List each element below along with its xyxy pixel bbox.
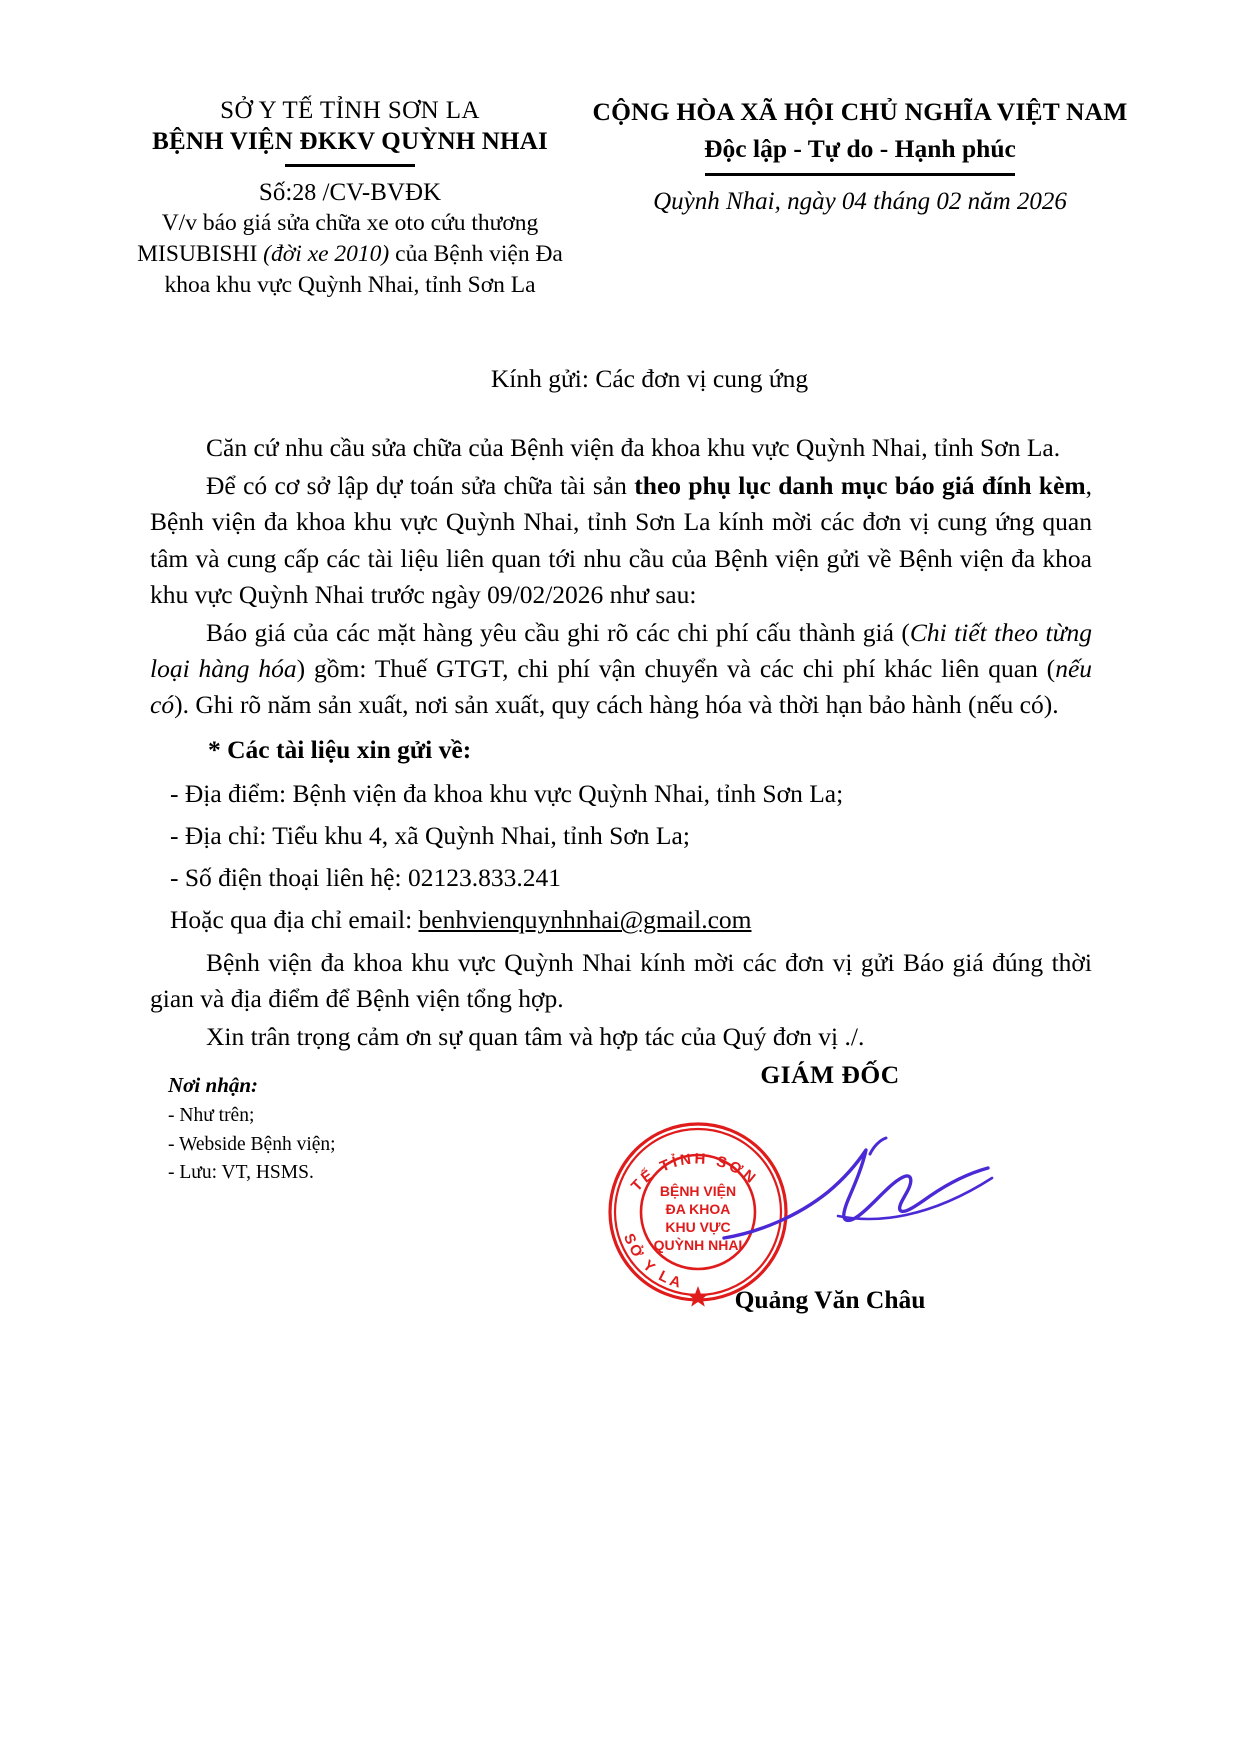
- para3-text-c: ). Ghi rõ năm sản xuất, nơi sản xuất, quy cách hàng hóa và thời hạn bảo hành (nếu có).: [174, 690, 1059, 720]
- email-label: Hoặc qua địa chỉ email:: [170, 905, 419, 935]
- document-number-suffix: /CV-BVĐK: [316, 178, 442, 206]
- recipient-line: [0, 364, 1241, 394]
- signature-block: [620, 1060, 1040, 1315]
- para2-text-b: , Bệnh viện đa khoa khu vực Quỳnh Nhai, tỉnh Sơn La kính mời các đơn vị cung ứng quan tâm và cung cấp các tài liệu liên quan tới nhu cầu của Bệnh viện gửi về Bệnh viện đa khoa khu vực Quỳnh Nhai trước ngày 09/02/2026 như sau:: [150, 471, 1092, 609]
- place-and-date: Quỳnh Nhai, ngày 04 tháng 02 năm 2026: [653, 187, 1067, 215]
- handwritten-signature: [720, 1120, 1000, 1270]
- document-number: [130, 177, 570, 208]
- recipients-list-title: Nơi nhận:: [168, 1073, 259, 1097]
- recipient-text: Kính gửi: Các đơn vị cung ứng: [490, 364, 809, 393]
- svg-text:BỆNH VIỆN: BỆNH VIỆN: [659, 1183, 737, 1199]
- national-heading-block: [580, 96, 1140, 216]
- header-divider-left: [285, 164, 415, 167]
- document-number-prefix: Số:: [258, 178, 293, 206]
- recipients-list-block: [168, 1070, 336, 1187]
- recipient-entry: - Lưu: VT, HSMS.: [168, 1161, 314, 1183]
- body-paragraph-3: [150, 615, 1092, 724]
- para3-italic-1: Chi tiết theo từng loại hàng hóa: [150, 618, 1092, 684]
- national-motto: Độc lập - Tự do - Hạnh phúc: [704, 133, 1016, 163]
- national-title: CỘNG HÒA XÃ HỘI CHỦ NGHĨA VIỆT NAM: [592, 97, 1128, 126]
- document-header: [0, 96, 1241, 302]
- signer-title: GIÁM ĐỐC: [760, 1060, 900, 1089]
- recipient-entry: - Webside Bệnh viện;: [168, 1133, 336, 1155]
- subject-model-year: (đời xe 2010): [263, 241, 390, 267]
- svg-text:ĐA KHOA: ĐA KHOA: [665, 1201, 731, 1217]
- para3-italic-2: nếu có: [150, 654, 1093, 720]
- body-paragraph-5: Xin trân trọng cảm ơn sự quan tâm và hợp tác của Quý đơn vị ./.: [206, 1022, 865, 1052]
- document-subject: [130, 208, 570, 302]
- document-body: [150, 430, 1092, 1057]
- submission-item-phone: - Số điện thoại liên hệ: 02123.833.241: [170, 863, 561, 893]
- svg-text:TẾ TỈNH SƠN: TẾ TỈNH SƠN: [627, 1150, 761, 1195]
- subject-text-1: V/v báo giá sửa chữa xe oto cứu thương MISUBISHI: [137, 209, 539, 267]
- header-divider-right: [705, 173, 1015, 176]
- parent-organization: SỞ Y TẾ TỈNH SƠN LA: [220, 97, 480, 124]
- document-number-value: 28: [292, 179, 317, 206]
- document-footer: [0, 1060, 1241, 1380]
- body-paragraph-2: [150, 468, 1092, 613]
- organization-name: BỆNH VIỆN ĐKKV QUỲNH NHAI: [152, 127, 548, 155]
- signature-and-seal-area: [619, 1090, 1040, 1293]
- svg-text:SỞ Y LA: SỞ Y LA: [619, 1231, 686, 1293]
- recipient-entry: - Như trên;: [168, 1105, 255, 1127]
- para2-text-a: Để có cơ sở lập dự toán sửa chữa tài sản: [206, 471, 635, 501]
- body-paragraph-1: Căn cứ nhu cầu sửa chữa của Bệnh viện đa khoa khu vực Quỳnh Nhai, tỉnh Sơn La.: [206, 433, 1061, 462]
- issuing-authority-block: [130, 96, 570, 302]
- para2-emphasis: theo phụ lục danh mục báo giá đính kèm: [634, 471, 1086, 501]
- body-paragraph-4: Bệnh viện đa khoa khu vực Quỳnh Nhai kính mời các đơn vị gửi Báo giá đúng thời gian và địa điểm để Bệnh viện tổng hợp.: [150, 947, 1092, 1013]
- para3-text-a: Báo giá của các mặt hàng yêu cầu ghi rõ các chi phí cấu thành giá (: [206, 618, 910, 648]
- submission-item-location: - Địa điểm: Bệnh viện đa khoa khu vực Quỳnh Nhai, tỉnh Sơn La;: [170, 778, 844, 808]
- svg-text:QUỲNH NHAI: QUỲNH NHAI: [653, 1237, 743, 1253]
- submission-item-email: [170, 902, 1092, 938]
- para3-text-b: ) gồm: Thuế GTGT, chi phí vận chuyển và các chi phí khác liên quan (: [296, 654, 1056, 684]
- documents-section-title: * Các tài liệu xin gửi về:: [208, 734, 472, 764]
- signer-name: Quảng Văn Châu: [734, 1285, 926, 1314]
- email-address-link[interactable]: benhvienquynhnhai@gmail.com: [418, 905, 752, 935]
- svg-text:KHU VỰC: KHU VỰC: [665, 1219, 731, 1235]
- subject-text-2: của Bệnh viện Đa khoa khu vực Quỳnh Nhai, tỉnh Sơn La: [164, 241, 563, 299]
- submission-item-address: - Địa chỉ: Tiểu khu 4, xã Quỳnh Nhai, tỉnh Sơn La;: [170, 821, 690, 851]
